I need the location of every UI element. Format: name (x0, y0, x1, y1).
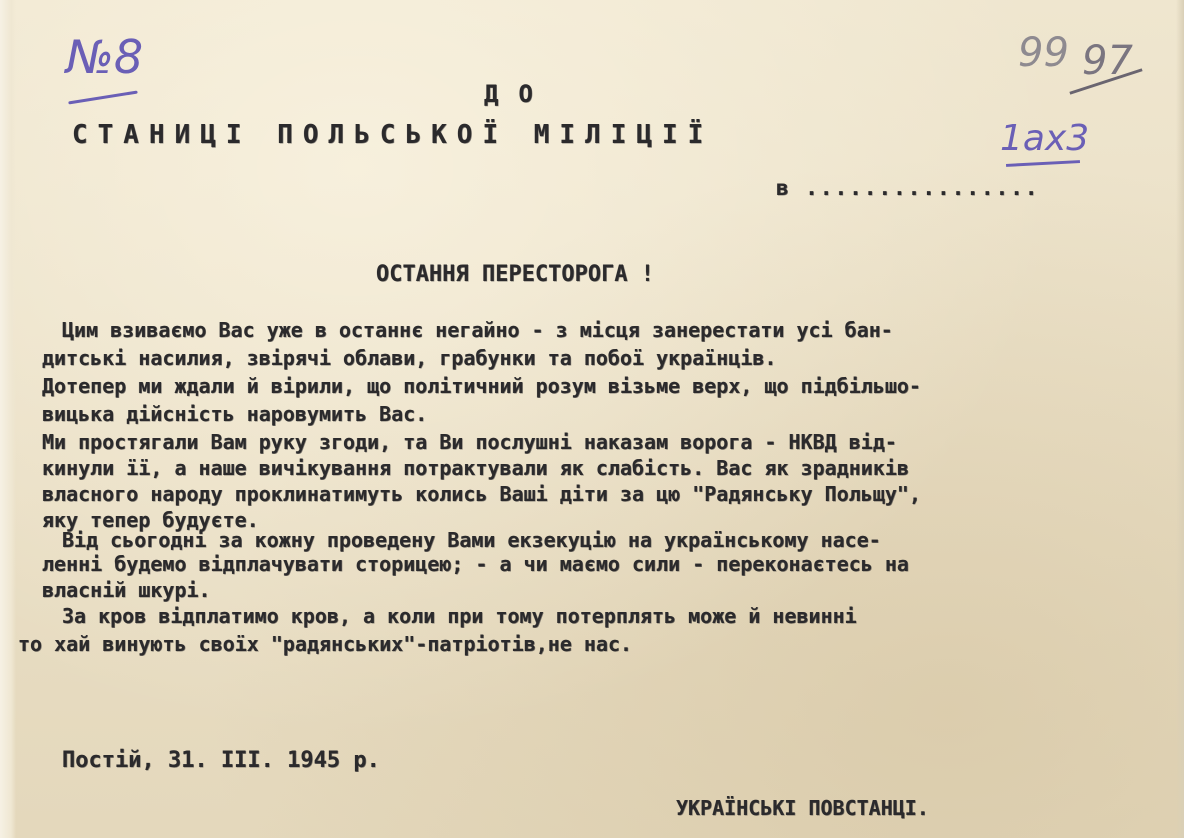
body-line: то хай винують своїх "радянських"-патріотів,не нас. (18, 632, 633, 656)
paper-left-edge (0, 0, 16, 838)
document-date: Постій, 31. III. 1945 р. (62, 748, 380, 773)
document-title: ОСТАННЯ ПЕРЕСТОРОГА ! (376, 262, 655, 287)
body-line: дитські насилия, звірячі облави, грабунки та побої українців. (42, 346, 777, 370)
body-line: власного народу проклинатимуть колись Ваші діти за цю "Радянську Польщу", (42, 482, 921, 506)
body-line: яку тепер будуєте. (42, 508, 259, 532)
body-line: вицька дійсність наровумить Вас. (42, 402, 428, 426)
body-line: кинули її, а наше вичікування потрактували як слабість. Вас як зрадників (42, 456, 909, 480)
address-to: ДО (484, 80, 553, 108)
paper-right-edge (1176, 0, 1184, 838)
body-line: власній шкурі. (42, 578, 211, 602)
body-line: ленні будемо відплачувати сторицею; - а чи маємо сили - переконаєтесь на (42, 552, 909, 576)
handwritten-archive-number-old: 97 (1082, 38, 1133, 84)
handwritten-number-underline (68, 91, 138, 105)
document-signature: УКРАЇНСЬКІ ПОВСТАНЦІ. (676, 796, 929, 820)
body-line: Від сьогодні за кожну проведену Вами екзекуцію на українському насе- (62, 528, 881, 552)
handwritten-document-number: №8 (66, 30, 144, 84)
handwritten-code: 1ах3 (1000, 118, 1090, 159)
address-place-line: в ................ (776, 176, 1040, 200)
handwritten-archive-number: 99 (1018, 30, 1069, 76)
body-line: Дотепер ми ждали й вірили, що політичний розум візьме верх, що підбільшо- (42, 374, 921, 398)
body-line: Ми простягали Вам руку згоди, та Ви послушні наказам ворога - НКВД від- (42, 430, 897, 454)
address-recipient: СТАНИЦІ ПОЛЬСЬКОЇ МІЛІЦІЇ (72, 120, 714, 150)
body-line: За кров відплатимо кров, а коли при тому потерплять може й невинні (62, 604, 857, 628)
handwritten-code-underline (1006, 160, 1080, 167)
body-line: Цим взиваємо Вас уже в останнє негайно - з місця занерестати усі бан- (62, 318, 893, 342)
